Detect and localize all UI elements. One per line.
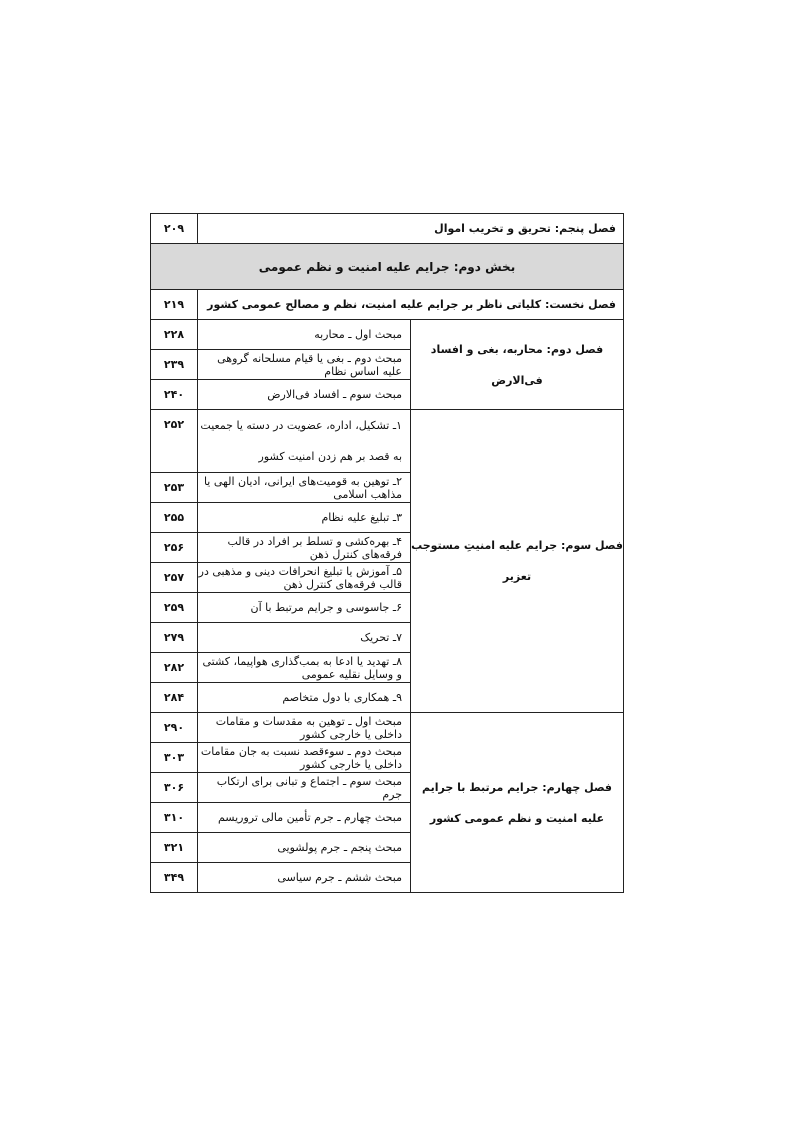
part-title: بخش دوم: جرایم علیه امنیت و نظم عمومی bbox=[151, 244, 624, 290]
entry-title: ۷ـ تحریک bbox=[198, 623, 411, 653]
table-row bbox=[151, 713, 624, 743]
page-number: ۳۱۰ bbox=[151, 803, 198, 833]
page-number: ۲۲۸ bbox=[151, 320, 198, 350]
toc-row-chapter1 bbox=[151, 290, 624, 320]
page-number: ۲۸۴ bbox=[151, 683, 198, 713]
page-number: ۳۰۳ bbox=[151, 743, 198, 773]
entry-title: مبحث اول ـ محاربه bbox=[198, 320, 411, 350]
page-number: ۲۰۹ bbox=[151, 214, 198, 244]
page-number: ۳۴۹ bbox=[151, 863, 198, 893]
page-number: ۳۰۶ bbox=[151, 773, 198, 803]
page-number: ۲۳۹ bbox=[151, 350, 198, 380]
page-number: ۲۵۵ bbox=[151, 503, 198, 533]
entry-title: ۵ـ آموزش یا تبلیغ انحرافات دینی و مذهبی در قالب فرقه‌های کنترل ذهن bbox=[198, 563, 411, 593]
chapter-title: فصل سوم: جرایم علیه امنیتِ مستوجب تعزیر bbox=[411, 410, 624, 713]
page-number: ۲۵۹ bbox=[151, 593, 198, 623]
entry-title: ۸ـ تهدید یا ادعا به بمب‌گذاری هواپیما، کشتی و وسایل نقلیه عمومی bbox=[198, 653, 411, 683]
entry-title: مبحث پنجم ـ جرم پولشویی bbox=[198, 833, 411, 863]
page-number: ۲۸۲ bbox=[151, 653, 198, 683]
page-number: ۲۵۳ bbox=[151, 473, 198, 503]
entry-title: ۶ـ جاسوسی و جرایم مرتبط با آن bbox=[198, 593, 411, 623]
entry-title: ۲ـ توهین به قومیت‌های ایرانی، ادیان الهی یا مذاهب اسلامی bbox=[198, 473, 411, 503]
entry-title: ۳ـ تبلیغ علیه نظام bbox=[198, 503, 411, 533]
toc-row-chapter5 bbox=[151, 214, 624, 244]
page-number: ۲۷۹ bbox=[151, 623, 198, 653]
page-number: ۳۲۱ bbox=[151, 833, 198, 863]
chapter-title: فصل چهارم: جرایم مرتبط با جرایم علیه امنیت و نظم عمومی کشور bbox=[411, 713, 624, 893]
page-number: ۲۴۰ bbox=[151, 380, 198, 410]
entry-title: مبحث سوم ـ افساد فی‌الارض bbox=[198, 380, 411, 410]
page-number: ۲۱۹ bbox=[151, 290, 198, 320]
entry-title: مبحث چهارم ـ جرم تأمین مالی تروریسم bbox=[198, 803, 411, 833]
part-heading-row bbox=[151, 244, 624, 290]
entry-title: ۱ـ تشکیل، اداره، عضویت در دسته یا جمعیت به قصد بر هم زدن امنیت کشور bbox=[198, 410, 411, 473]
table-row bbox=[151, 320, 624, 350]
entry-title: فصل پنجم: تحریق و تخریب اموال bbox=[198, 214, 624, 244]
entry-title: فصل نخست: کلیاتی ناظر بر جرایم علیه امنیت، نظم و مصالح عمومی کشور bbox=[198, 290, 624, 320]
entry-title: مبحث دوم ـ بغی یا قیام مسلحانه گروهی علیه اساس نظام bbox=[198, 350, 411, 380]
entry-title: ۴ـ بهره‌کشی و تسلط بر افراد در قالب فرقه‌های کنترل ذهن bbox=[198, 533, 411, 563]
entry-title: مبحث اول ـ توهین به مقدسات و مقامات داخلی یا خارجی کشور bbox=[198, 713, 411, 743]
page-number: ۲۵۲ bbox=[151, 410, 198, 473]
entry-title: مبحث دوم ـ سوءقصد نسبت به جان مقامات داخلی یا خارجی کشور bbox=[198, 743, 411, 773]
table-row bbox=[151, 410, 624, 473]
page-number: ۲۵۶ bbox=[151, 533, 198, 563]
table-of-contents bbox=[150, 213, 624, 893]
page-number: ۲۵۷ bbox=[151, 563, 198, 593]
page-number: ۲۹۰ bbox=[151, 713, 198, 743]
chapter-title: فصل دوم: محاربه، بغی و افساد فی‌الارض bbox=[411, 320, 624, 410]
entry-title: مبحث سوم ـ اجتماع و تبانی برای ارتکاب جرم bbox=[198, 773, 411, 803]
entry-title: ۹ـ همکاری با دول متخاصم bbox=[198, 683, 411, 713]
entry-title: مبحث ششم ـ جرم سیاسی bbox=[198, 863, 411, 893]
